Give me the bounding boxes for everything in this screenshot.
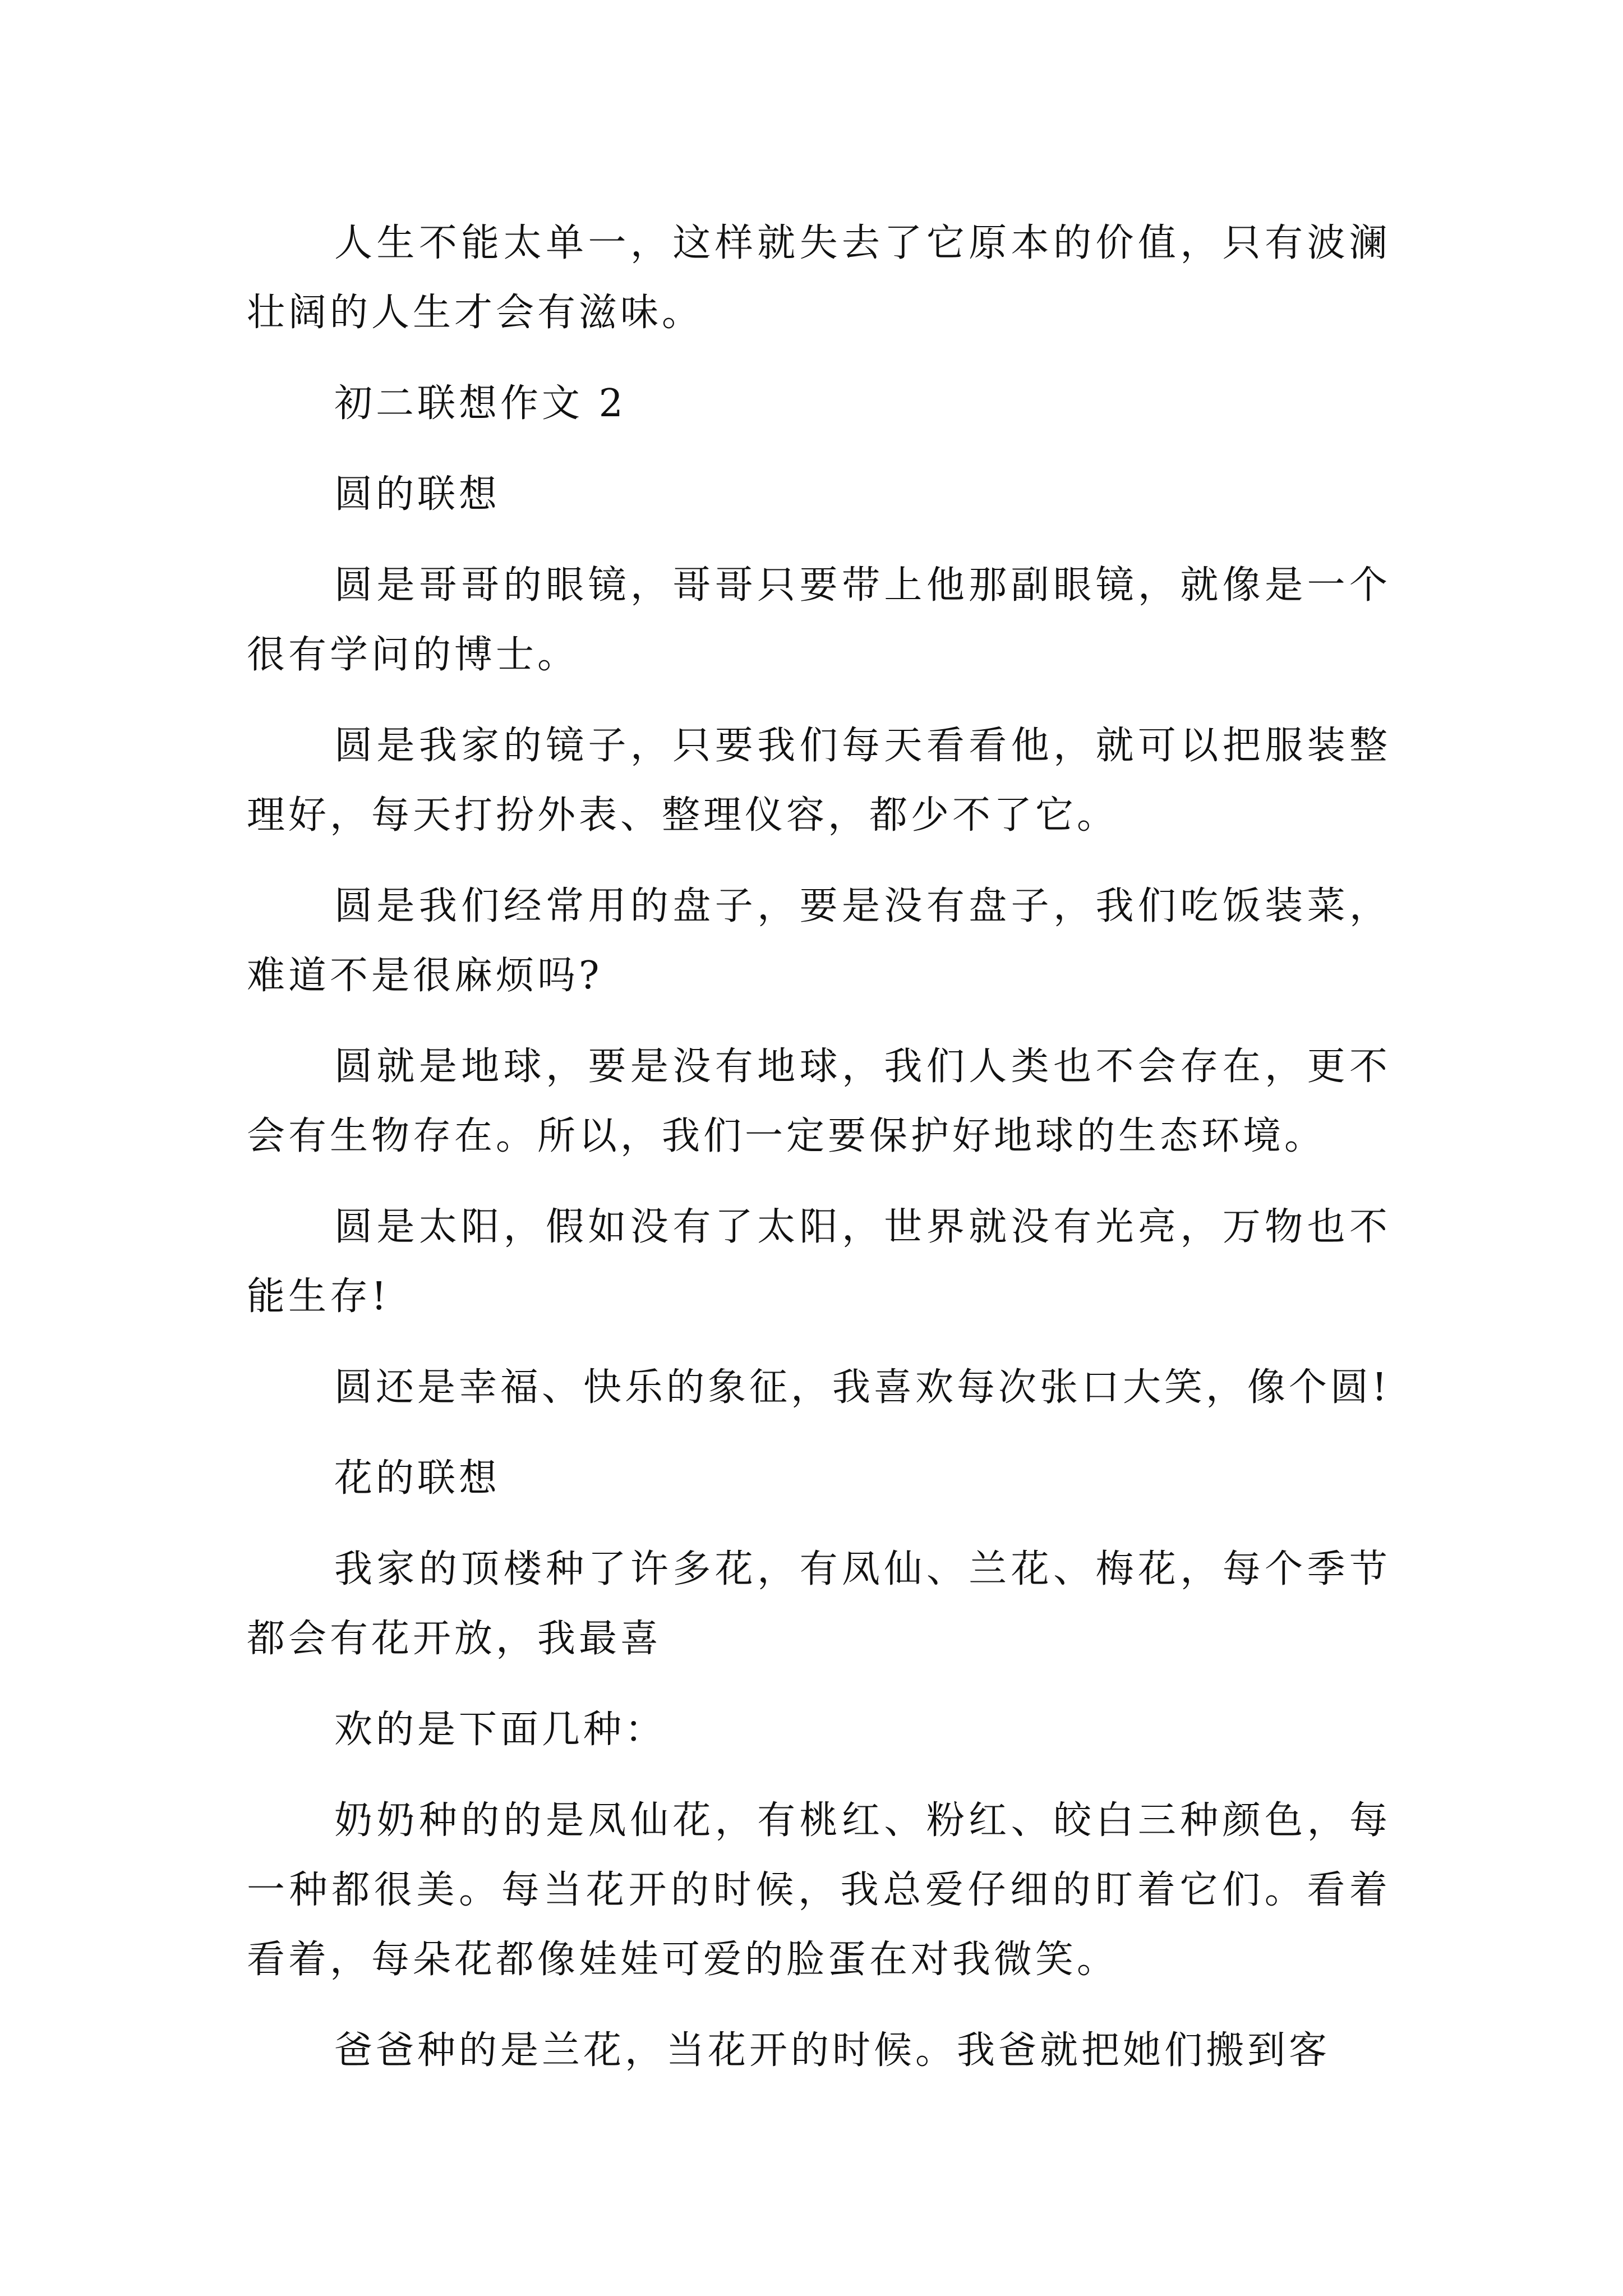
section-heading: 花的联想	[334, 1456, 501, 1501]
paragraph: 圆是太阳，假如没有了太阳，世界就没有光亮，万物也不能生存!	[247, 1205, 1391, 1319]
document-body	[247, 209, 1391, 2107]
paragraph: 人生不能太单一，这样就失去了它原本的价值，只有波澜壮阔的人生才会有滋味。	[247, 221, 1391, 335]
paragraph: 圆是哥哥的眼镜，哥哥只要带上他那副眼镜，就像是一个很有学问的博士。	[247, 563, 1391, 677]
paragraph: 欢的是下面几种：	[334, 1708, 667, 1752]
paragraph: 圆是我家的镜子，只要我们每天看看他，就可以把服装整理好，每天打扮外表、整理仪容，都少不了它。	[247, 724, 1391, 838]
paragraph: 圆还是幸福、快乐的象征，我喜欢每次张口大笑，像个圆!	[334, 1365, 1391, 1410]
paragraph: 我家的顶楼种了许多花，有凤仙、兰花、梅花，每个季节都会有花开放，我最喜	[247, 1547, 1391, 1661]
paragraph: 圆就是地球，要是没有地球，我们人类也不会存在，更不会有生物存在。所以，我们一定要保护好地球的生态环境。	[247, 1045, 1391, 1158]
paragraph: 爸爸种的是兰花，当花开的时候。我爸就把她们搬到客	[334, 2028, 1331, 2073]
section-heading: 圆的联想	[334, 472, 501, 517]
essay-title: 初二联想作文 2	[334, 381, 626, 426]
paragraph: 奶奶种的的是凤仙花，有桃红、粉红、皎白三种颜色，每一种都很美。每当花开的时候，我总爱仔细的盯着它们。看着看着，每朵花都像娃娃可爱的脸蛋在对我微笑。	[247, 1798, 1391, 1982]
paragraph: 圆是我们经常用的盘子，要是没有盘子，我们吃饭装菜，难道不是很麻烦吗?	[247, 884, 1391, 998]
